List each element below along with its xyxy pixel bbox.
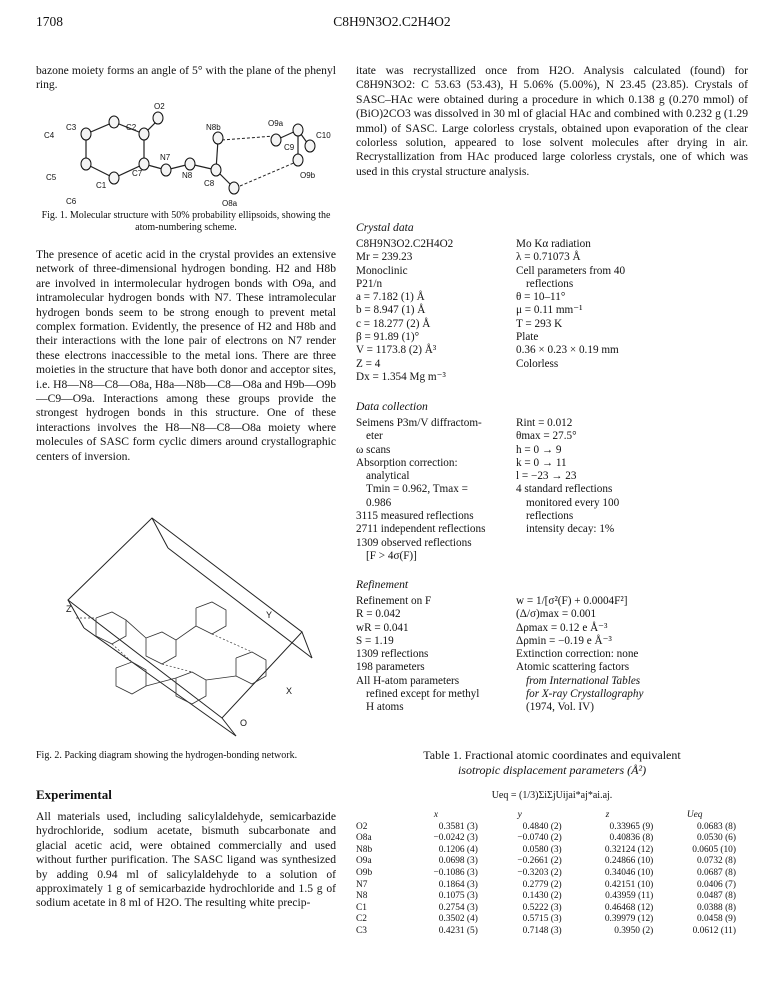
collection-item: Absorption correction: <box>356 456 458 469</box>
table-row <box>356 833 736 845</box>
crystal-data-item: λ = 0.71073 Å <box>516 251 581 264</box>
refinement-item: Atomic scattering factors <box>516 661 630 674</box>
atom-label: C4 <box>44 131 55 140</box>
value-cell: 0.1430 (2) <box>522 891 562 902</box>
table-row <box>356 845 736 857</box>
value-cell: 0.33965 (9) <box>609 821 654 832</box>
collection-item: [F > 4σ(F)] <box>366 549 417 562</box>
value-cell: −0.0242 (3) <box>433 833 478 844</box>
value-cell: 0.0406 (7) <box>696 879 736 890</box>
value-cell: 0.3502 (4) <box>438 914 478 925</box>
refinement-item: (Δ/σ)max = 0.001 <box>516 608 597 621</box>
atom-label: C10 <box>316 131 331 140</box>
value-cell: 0.0612 (11) <box>692 925 736 936</box>
table-row <box>356 856 736 868</box>
crystal-data-item: T = 293 K <box>516 317 563 330</box>
value-cell: 0.0580 (3) <box>522 844 562 855</box>
discussion-paragraph: The presence of acetic acid in the crystal provides an extensive network of three-dimensional hydrogen bonding. H2 and H8b are involved in intermolecular hydrogen bonds with O9a, and intramolecular hydrogen bonds with N7. These intramolecular hydrogen bonds seem to be strong enough to prevent metal complex formation. Evidently, the presence of H2 and H8b and their interactions with the lone pair of electrons on N7 render these electrons inaccessible to the metal ions. There are three moieties in the structure that have both donor and acceptor sites, i.e. H8—N8—C8—O8a, H8a—N8b—C8—O8a and H9b—O9b—C9—O9a. Interactions among these groups provide the strongest hydrogen bonds in this structure. One of these interactions involves the H8—N8—C8—O8a moiety where molecules of SASC form cyclic dimers around crystallographic centers of inversion. <box>36 248 336 463</box>
value-cell: −0.3203 (2) <box>517 867 562 878</box>
crystal-data-item: 0.36 × 0.23 × 0.19 mm <box>516 344 619 357</box>
value-cell: 0.34046 (10) <box>604 867 654 878</box>
crystal-data-item: c = 18.277 (2) Å <box>356 317 431 330</box>
crystal-data-item: Mr = 239.23 <box>356 251 413 264</box>
table-row <box>356 914 736 926</box>
value-cell: 0.0530 (6) <box>696 833 736 844</box>
atom-label: N7 <box>160 153 171 162</box>
atom-cell: N8b <box>356 844 373 855</box>
refinement-item: Refinement on F <box>356 595 432 607</box>
table-row <box>356 891 736 903</box>
refinement-item: (1974, Vol. IV) <box>526 701 594 714</box>
atom-label: O9a <box>268 119 284 128</box>
experimental-heading: Experimental <box>36 787 112 802</box>
value-cell: 0.2779 (2) <box>522 879 562 890</box>
data-collection-heading: Data collection <box>356 400 428 413</box>
refinement-item: for X-ray Crystallography <box>526 688 644 701</box>
value-cell: 0.39979 (12) <box>604 914 654 925</box>
table-header-row: x y z Ueq <box>433 810 703 820</box>
crystal-data-item: Mo Kα radiation <box>516 238 591 250</box>
refinement-item: R = 0.042 <box>356 608 401 621</box>
coordinates-table <box>356 810 736 938</box>
collection-item: 3115 measured reflections <box>356 510 474 523</box>
atom-label: O8a <box>222 199 238 208</box>
table-row <box>356 880 736 892</box>
table-title-line: Table 1. Fractional atomic coordinates and equivalent <box>423 748 681 762</box>
crystal-data-item: b = 8.947 (1) Å <box>356 304 426 317</box>
atom-cell: C2 <box>356 914 367 925</box>
refinement-item: refined except for methyl <box>366 688 480 701</box>
value-cell: 0.4231 (5) <box>438 925 478 936</box>
value-cell: 0.1864 (3) <box>438 879 478 890</box>
data-collection-block <box>356 417 748 563</box>
value-cell: 0.46468 (12) <box>604 902 654 913</box>
collection-item: 2711 independent reflections <box>356 523 486 536</box>
crystal-data-item: Plate <box>516 331 539 344</box>
atom-label: C9 <box>284 143 295 152</box>
table-row <box>356 868 736 880</box>
crystal-data-heading: Crystal data <box>356 221 414 234</box>
atom-label: C2 <box>126 123 137 132</box>
atom-cell: O8a <box>356 833 372 844</box>
value-cell: 0.7148 (3) <box>522 925 562 936</box>
value-cell: 0.42151 (10) <box>604 879 654 890</box>
atom-label: C1 <box>96 181 107 190</box>
atom-cell: O2 <box>356 821 368 832</box>
refinement-item: All H-atom parameters <box>356 674 460 687</box>
atom-cell: O9a <box>356 856 372 867</box>
axis-label-y: Y <box>266 610 273 620</box>
value-cell: 0.5222 (3) <box>522 902 562 913</box>
collection-item: 0.986 <box>366 496 392 509</box>
refinement-block <box>356 595 748 715</box>
crystal-data-item: Monoclinic <box>356 264 408 277</box>
page-number: 1708 <box>36 14 63 29</box>
atom-label: C7 <box>132 169 143 178</box>
crystal-data-item: θ = 10–11° <box>516 291 566 304</box>
atom-cell: C3 <box>356 925 367 936</box>
value-cell: 0.3581 (3) <box>438 821 478 832</box>
crystal-data-item: reflections <box>526 277 574 290</box>
value-cell: 0.0687 (8) <box>696 867 736 878</box>
collection-item: Tmin = 0.962, Tmax = <box>366 483 468 496</box>
value-cell: 0.24866 (10) <box>604 856 654 867</box>
table-1-title <box>356 748 748 778</box>
crystal-data-item: C8H9N3O2.C2H4O2 <box>356 238 454 250</box>
atom-label: C5 <box>46 173 57 182</box>
refinement-item: 198 parameters <box>356 661 425 674</box>
page-header <box>36 14 748 32</box>
continued-text: itate was recrystallized once from H2O. Analysis calculated (found) for C8H9N3O2: C 53.63 (53.43), H 5.06% (5.00%), N 23.45 (23.85). Crystals of SASC–HAc were obtained during a procedure in which 0.138 g (0.270 mmol) of (BiO)2CO3 was dissolved in 30 ml of glacial HAc and combined with 0.232 g (1.29 mmol) of SASC. Large colorless crystals, obtained upon evaporation of the clear colorless solution, appeared to lose solvent molecules after drying in air. Recrystallization from HAc produced large colorless crystals, one of which was used in this crystal structure analysis. <box>356 64 748 178</box>
atom-label: N8b <box>206 123 221 132</box>
atom-cell: O9b <box>356 867 373 878</box>
crystal-data-item: V = 1173.8 (2) Å³ <box>356 344 437 357</box>
value-cell: 0.0698 (3) <box>438 856 478 867</box>
collection-item: k = 0 → 11 <box>516 456 567 469</box>
atom-cell: N7 <box>356 879 368 890</box>
collection-item: Seimens P3m/V diffractom- <box>356 417 482 429</box>
refinement-item: wR = 0.041 <box>356 621 409 634</box>
axis-label-z: Z <box>66 604 72 614</box>
value-cell: 0.2754 (3) <box>438 902 478 913</box>
figure-1-diagram <box>36 100 336 208</box>
value-cell: 0.0487 (8) <box>696 891 736 902</box>
crystal-data-item: Colorless <box>516 357 559 370</box>
atom-label: O2 <box>154 102 165 111</box>
atom-label: O9b <box>300 171 316 180</box>
refinement-item: w = 1/[σ²(F) + 0.0004F²] <box>516 595 628 607</box>
value-cell: −0.0740 (2) <box>517 833 562 844</box>
atom-label: C8 <box>204 179 215 188</box>
atom-cell: C1 <box>356 902 367 913</box>
collection-item: θmax = 27.5° <box>516 430 577 443</box>
table-1-formula: Ueq = (1/3)ΣiΣjUijai*aj*ai.aj. <box>491 790 613 801</box>
axis-label-origin: O <box>240 718 248 728</box>
crystal-data-item: β = 91.89 (1)° <box>356 331 420 344</box>
value-cell: −0.1086 (3) <box>433 867 478 878</box>
figure-1-caption: Fig. 1. Molecular structure with 50% probability ellipsoids, showing the atom-numbering scheme. <box>41 210 331 233</box>
collection-item: reflections <box>526 510 574 523</box>
crystal-data-item: Cell parameters from 40 <box>516 264 626 277</box>
atom-label: N8 <box>182 171 193 180</box>
value-cell: 0.0458 (9) <box>696 914 736 925</box>
table-row <box>356 926 736 938</box>
value-cell: 0.43959 (11) <box>605 891 654 902</box>
crystal-data-item: μ = 0.11 mm⁻¹ <box>516 304 583 317</box>
collection-item: monitored every 100 <box>526 496 620 509</box>
table-row <box>356 822 736 834</box>
collection-item: h = 0 → 9 <box>516 443 562 456</box>
figure-2-packing-diagram <box>56 508 326 740</box>
value-cell: 0.4840 (2) <box>522 821 562 832</box>
collection-item: 1309 observed reflections <box>356 536 472 549</box>
atom-cell: N8 <box>356 891 368 902</box>
value-cell: 0.40836 (8) <box>609 833 654 844</box>
atom-label: C6 <box>66 197 77 206</box>
collection-item: l = −23 → 23 <box>516 470 577 483</box>
running-title: C8H9N3O2.C2H4O2 <box>333 14 451 29</box>
axis-label-x: X <box>286 686 293 696</box>
value-cell: 0.5715 (3) <box>522 914 562 925</box>
intro-text: bazone moiety forms an angle of 5° with the plane of the phenyl ring. <box>36 64 336 92</box>
value-cell: 0.1075 (3) <box>438 891 478 902</box>
refinement-item: Δρmin = −0.19 e Å⁻³ <box>516 634 612 647</box>
table-title-line: isotropic displacement parameters (Å²) <box>457 763 647 777</box>
refinement-item: 1309 reflections <box>356 648 429 661</box>
refinement-item: from International Tables <box>526 674 641 687</box>
refinement-item: H atoms <box>366 701 404 714</box>
refinement-item: S = 1.19 <box>356 634 394 647</box>
collection-item: Rint = 0.012 <box>516 417 573 429</box>
crystal-data-item: Dx = 1.354 Mg m⁻³ <box>356 370 446 383</box>
crystal-data-item: a = 7.182 (1) Å <box>356 291 425 304</box>
value-cell: 0.0732 (8) <box>696 856 736 867</box>
value-cell: 0.3950 (2) <box>614 925 654 936</box>
value-cell: 0.1206 (4) <box>438 844 478 855</box>
refinement-item: Δρmax = 0.12 e Å⁻³ <box>516 621 608 634</box>
collection-item: 4 standard reflections <box>516 483 613 496</box>
table-row <box>356 903 736 915</box>
collection-item: ω scans <box>356 443 391 456</box>
collection-item: analytical <box>366 470 410 483</box>
value-cell: 0.32124 (12) <box>604 844 654 855</box>
refinement-heading: Refinement <box>356 578 409 591</box>
figure-2-caption: Fig. 2. Packing diagram showing the hydrogen-bonding network. <box>36 750 298 761</box>
value-cell: 0.0388 (8) <box>696 902 736 913</box>
atom-label: C3 <box>66 123 77 132</box>
collection-item: eter <box>366 430 383 443</box>
value-cell: 0.0683 (8) <box>696 821 736 832</box>
experimental-text: All materials used, including salicylaldehyde, semicarbazide hydrochloride, sodium acetate, bismuth subcarbonate and glacial acetic acid, were obtained commercially and used without further purification. The SASC ligand was synthesized by adding 0.94 ml of salicylaldehyde to a solution of approximately 1 g of semicarbazide hydrochloride and 1.5 g of sodium acetate in 8 ml of H2O. The resulting white precip- <box>36 810 336 910</box>
collection-item: intensity decay: 1% <box>526 523 615 536</box>
crystal-data-block <box>356 238 748 384</box>
crystal-data-item: Z = 4 <box>356 357 381 370</box>
value-cell: 0.0605 (10) <box>692 844 736 855</box>
refinement-item: Extinction correction: none <box>516 648 639 661</box>
crystal-data-item: P21/n <box>356 277 383 290</box>
value-cell: −0.2661 (2) <box>517 856 562 867</box>
